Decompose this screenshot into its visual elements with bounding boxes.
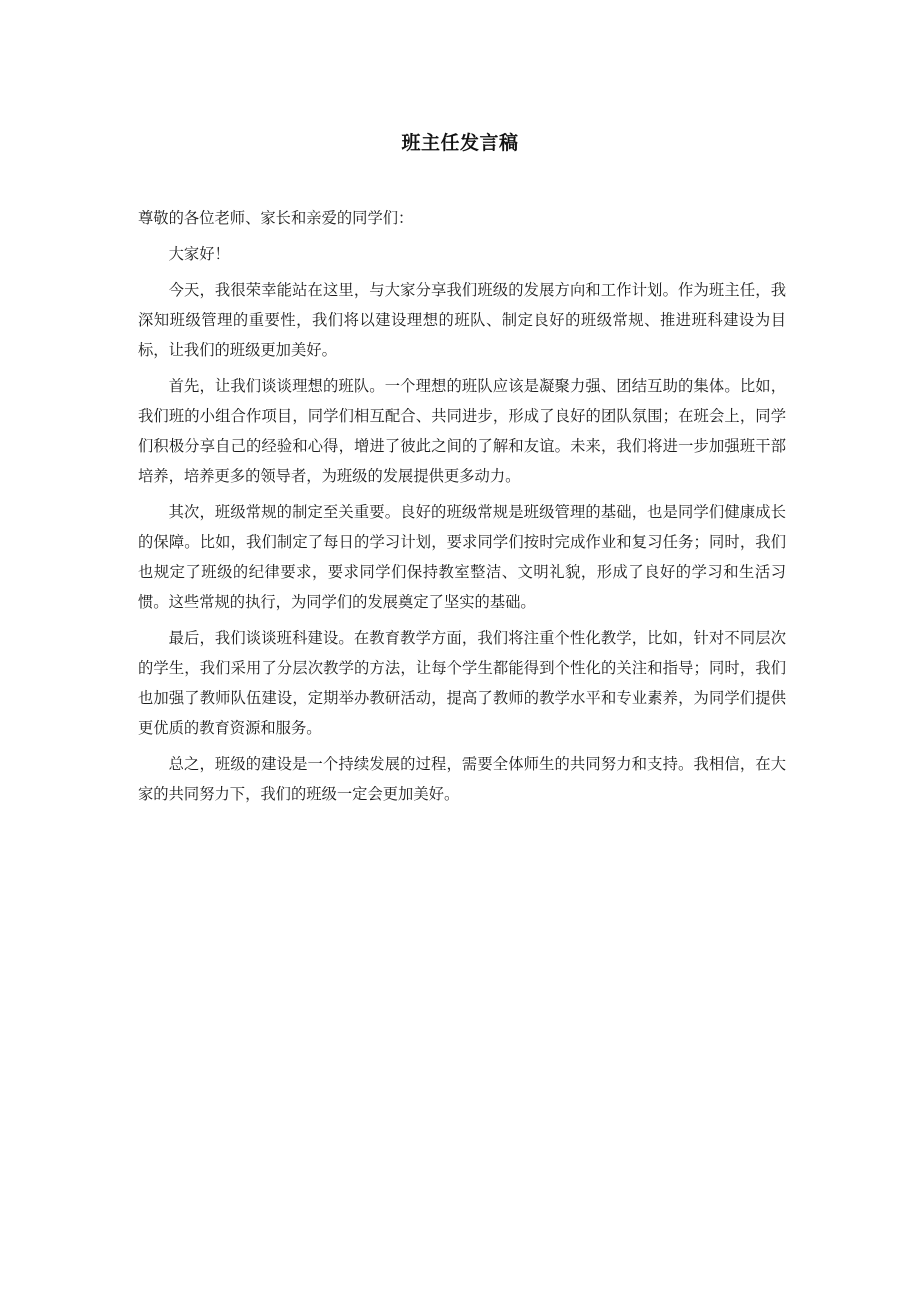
paragraph-class-team: 首先，让我们谈谈理想的班队。一个理想的班队应该是凝聚力强、团结互助的集体。比如，我们班的小组合作项目，同学们相互配合、共同进步，形成了良好的团队氛围；在班会上，同学们积极分享自己的经验和心得，增进了彼此之间的了解和友谊。未来，我们将进一步加强班干部培养，培养更多的领导者，为班级的发展提供更多动力。 [138, 377, 786, 485]
paragraph-intro: 今天，我很荣幸能站在这里，与大家分享我们班级的发展方向和工作计划。作为班主任，我深知班级管理的重要性，我们将以建设理想的班队、制定良好的班级常规、推进班科建设为目标，让我们的班级更加美好。 [138, 281, 786, 359]
document-body [138, 203, 786, 815]
salutation: 尊敬的各位老师、家长和亲爱的同学们： [138, 209, 414, 227]
paragraph-greeting: 大家好！ [168, 245, 230, 263]
paragraph-subject-building: 最后，我们谈谈班科建设。在教育教学方面，我们将注重个性化教学，比如，针对不同层次的学生，我们采用了分层次教学的方法，让每个学生都能得到个性化的关注和指导；同时，我们也加强了教师队伍建设，定期举办教研活动，提高了教师的教学水平和专业素养，为同学们提供更优质的教育资源和服务。 [138, 629, 786, 737]
paragraph-conclusion: 总之，班级的建设是一个持续发展的过程，需要全体师生的共同努力和支持。我相信，在大家的共同努力下，我们的班级一定会更加美好。 [138, 755, 786, 803]
paragraph-class-rules: 其次，班级常规的制定至关重要。良好的班级常规是班级管理的基础，也是同学们健康成长的保障。比如，我们制定了每日的学习计划，要求同学们按时完成作业和复习任务；同时，我们也规定了班级的纪律要求，要求同学们保持教室整洁、文明礼貌，形成了良好的学习和生活习惯。这些常规的执行，为同学们的发展奠定了坚实的基础。 [138, 503, 786, 611]
document-title: 班主任发言稿 [401, 132, 519, 154]
